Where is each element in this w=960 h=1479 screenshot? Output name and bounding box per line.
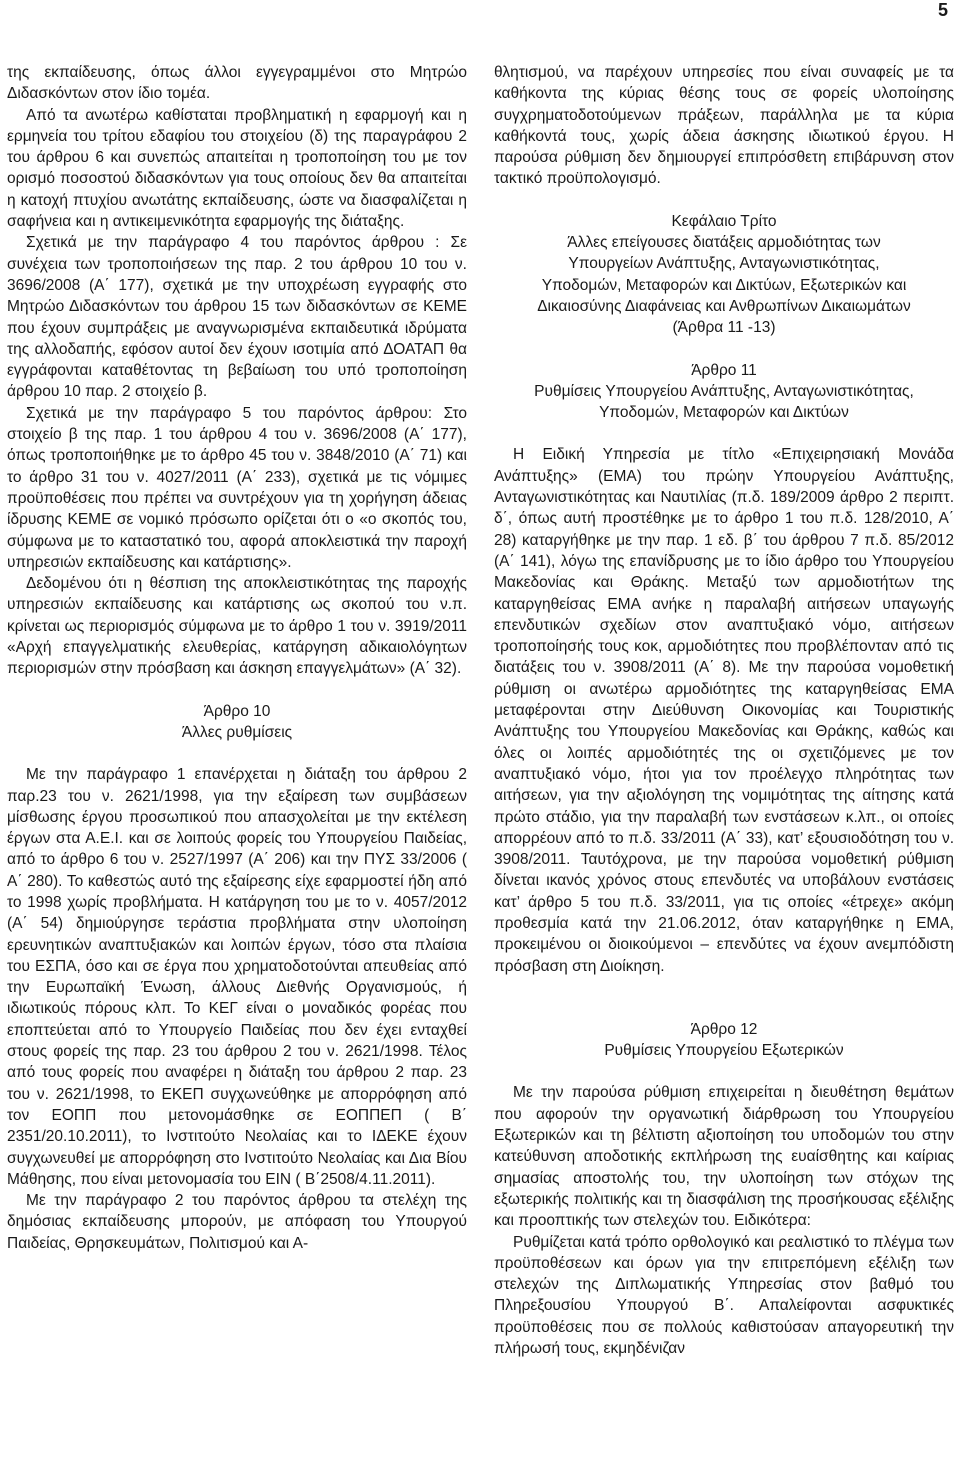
- paragraph: Δεδομένου ότι η θέσπιση της αποκλειστικότητας της παροχής υπηρεσιών εκπαίδευσης και κατάρτισης ως σκοπού του ν.π. κρίνεται ως περιορισμός σύμφωνα με το άρθρο 1 του ν. 3919/2011 «Αρχή επαγγελματικής ελευθερίας, κατάργηση αδικαιολόγητων περιορισμών στην πρόσβαση και άσκηση επαγγελμάτων» (Α΄ 32).: [7, 575, 467, 678]
- chapter-heading-line: Υποδομών, Μεταφορών και Δικτύων, Εξωτερικών και: [541, 276, 907, 294]
- left-column: [7, 62, 467, 1254]
- article-11-title: Άρθρο 11: [691, 361, 757, 379]
- paragraph: Με την παράγραφο 1 επανέρχεται η διάταξη του άρθρου 2 παρ.23 του ν. 2621/1998, για την εξαίρεση των συμβάσεων μίσθωσης έργου προσωπικού που απασχολείται με την εκτέλεση έργων στα Α.Ε.Ι. και σε λοιπούς φορείς του Υπουργείου Παιδείας, από το άρθρο 6 του ν. 2527/1997 (Α΄ 206) και την ΠΥΣ 33/2006 ( Α΄ 280). Το καθεστώς αυτό της εξαίρεσης είχε εφαρμοστεί ήδη από το 1998 χωρίς προβλήματα. Η κατάργηση του με το ν. 4057/2012 (Α΄ 54) δημιούργησε τεράστια προβλήματα στην υλοποίηση ερευνητικών αναπτυξιακών και λοιπών έργων, τόσο στα πλαίσια του ΕΣΠΑ, όσο και σε έργα που χρηματοδοτούνται απευθείας από την Ευρωπαϊκή Ένωση, άλλους Διεθνής Οργανισμούς, ή ιδιωτικούς πόρους κλπ. Το ΚΕΓ είναι ο μοναδικός φορέας που εποπτεύεται από το Υπουργείο Παιδείας που δεν έχει ενταχθεί στους φορείς της παρ. 23 του άρθρου 2 του ν. 2621/1998. Τέλος από τους φορείς που αναφέρει η διάταξη του άρθρου 2 παρ. 23 του ν. 2621/1998, το ΕΚΕΠ συγχωνεύθηκε με απορρόφηση από τον ΕΟΠΠ που μετονομάσθηκε σε ΕΟΠΠΕΠ ( Β΄ 2351/20.10.2011), το Ινστιτούτο Νεολαίας και το ΙΔΕΚΕ έχουν συγχωνευθεί με απορρόφηση στο Ινστιτούτο Νεολαίας και Δια Βίου Μάθησης, που είναι μετονομασία του ΕΙΝ ( Β΄2508/4.11.2011).: [7, 766, 467, 1188]
- paragraph: Από τα ανωτέρω καθίσταται προβληματική η εφαρμογή και η ερμηνεία του τρίτου εδαφίου του στοιχείου (δ) της παραγράφου 2 του άρθρου 6 και συνεπώς απαιτείται η τροποποίηση του με τον ορισμό ποσοστού διδασκόντων για τους οποίους δεν θα απαιτείται η κατοχή πτυχίου ανωτάτης εκπαίδευσης, ώστε να διασφαλίζεται η σαφήνεια και η αντικειμενικότητα εφαρμογής της διάταξης.: [7, 106, 467, 231]
- right-column: [494, 62, 954, 1359]
- chapter-heading-line: Άλλες επείγουσες διατάξεις αρμοδιότητας των: [567, 234, 881, 252]
- paragraph: Ρυθμίζεται κατά τρόπο ορθολογικό και ρεαλιστικό το πλέγμα των προϋποθέσεων και όρων για την επιτρεπόμενη εξέλιξη των στελεχών της Διπλωματικής Υπηρεσίας στον βαθμό του Πληρεξουσίου Υπουργού Β΄. Απαλείφονται ασφυκτικές προϋποθέσεις που σε πολλούς καθιστούσαν απαγορευτική την πλήρωσή τους, εκμηδένιζαν: [494, 1233, 954, 1358]
- paragraph: θλητισμού, να παρέχουν υπηρεσίες που είναι συναφείς με τα καθήκοντα της κύριας θέσης τους σε φορείς υλοποίησης συγχρηματοδοτούμενων πράξεων, παράλληλα με τα κύρια καθήκοντά τους, χωρίς άδεια άσκησης ιδιωτικού έργου. Η παρούσα ρύθμιση δεν δημιουργεί επιπρόσθετη επιβάρυνση στον τακτικό προϋπολογισμό.: [494, 64, 954, 188]
- chapter-title: Κεφάλαιο Τρίτο: [671, 212, 777, 230]
- article-10-subtitle: Άλλες ρυθμίσεις: [181, 723, 293, 741]
- article-11-subtitle: Ρυθμίσεις Υπουργείου Ανάπτυξης, Ανταγωνιστικότητας,: [534, 382, 914, 400]
- page-number: 5: [937, 0, 948, 20]
- paragraph: Σχετικά με την παράγραφο 5 του παρόντος άρθρου: Στο στοιχείο β της παρ. 1 του άρθρου 4 του ν. 3696/2008 (Α΄ 177), όπως τροποποιήθηκε με το άρθρο 45 του ν. 3848/2010 (Α΄ 71) και το άρθρο 31 του ν. 4027/2011 (Α΄ 233), σχετικά με τις νόμιμες προϋποθέσεις που πρέπει να συντρέχουν για τη χορήγηση άδειας ίδρυσης ΚΕΜΕ σε νομικό πρόσωπο ορίζεται ότι ο «ο σκοπός του, σύμφωνα με το καταστατικό του, αφορά αποκλειστικά την παροχή υπηρεσιών εκπαίδευσης και κατάρτισης».: [7, 404, 467, 571]
- chapter-heading-line: Υπουργείων Ανάπτυξης, Ανταγωνιστικότητας,: [568, 255, 880, 273]
- chapter-article-range: (Άρθρα 11 -13): [672, 319, 776, 337]
- paragraph: Με την παρούσα ρύθμιση επιχειρείται η διευθέτηση θεμάτων που αφορούν την οργανωτική διάρθρωση του Υπουργείου Εξωτερικών και τη βέλτιστη αξιοποίηση του υποδομών του στην κατεύθυνση αποδοτικής εκπλήρωση της ευαίσθητης και καίριας σημασίας αποστολής του, την υλοποίηση των στόχων της εξωτερικής πολιτικής και τη διασφάλιση της προσήκουσας εξέλιξης και προοπτικής των στελεχών του. Ειδικότερα:: [494, 1084, 954, 1230]
- paragraph: της εκπαίδευσης, όπως άλλοι εγγεγραμμένοι στο Μητρώο Διδασκόντων στον ίδιο τομέα.: [7, 64, 467, 103]
- chapter-heading-line: Δικαιοσύνης Διαφάνειας και Ανθρωπίνων Δικαιωμάτων: [537, 297, 911, 315]
- paragraph: Η Ειδική Υπηρεσία με τίτλο «Επιχειρησιακή Μονάδα Ανάπτυξης» (ΕΜΑ) του πρώην Υπουργείου Ανάπτυξης, Ανταγωνιστικότητας και Ναυτιλίας (π.δ. 189/2009 άρθρο 2 περιπτ. δ΄, όπως αυτή προστέθηκε με το άρθρο 1 του π.δ. 128/2010, Α΄ 28) καταργήθηκε με την παρ. 1 εδ. β΄ του άρθρου 7 π.δ. 85/2012 (Α΄ 141), λόγω της επανίδρυσης με το ίδιο άρθρο του Υπουργείου Μακεδονίας και Θράκης. Μεταξύ των αρμοδιοτήτων της καταργηθείσας ΕΜΑ ανήκε η παραλαβή αιτήσεων υπαγωγής επενδυτικών σχεδίων στον αναπτυξιακό νόμο, αιτήσεων τροποποίησής τους κοκ, αρμοδιότητες που προβλέπονταν από τις διατάξεις του ν. 3908/2011 (Α΄ 8). Με την παρούσα νομοθετική ρύθμιση οι ανωτέρω αρμοδιότητες της καταργηθείσας ΕΜΑ μεταφέρονται στην Διεύθυνση Οικονομίας και Τουριστικής Ανάπτυξης του Υπουργείου Μακεδονίας και Θράκης, καθώς και όλες οι λοιπές αρμοδιότητές της οι σχετιζόμενες με τον αναπτυξιακό νόμο, ήτοι για τον προέλεγχο πληρότητας των αιτήσεων, για την αξιολόγηση της νομιμότητας της αίτησης κατά πρώτο στάδιο, για την παραλαβή των ενστάσεων κ.λπ., οι οποίες απορρέουν από το π.δ. 33/2011 (Α΄ 33), κατ’ εξουσιοδότηση του ν. 3908/2011. Ταυτόχρονα, με την παρούσα νομοθετική ρύθμιση δίνεται ικανός χρόνος στους επενδυτές να υποβάλουν ενστάσεις κατ’ άρθρο 5 του π.δ. 33/2011, για τις οποίες «έτρεχε» ακόμη προθεσμία κατά την 21.06.2012, όταν καταργήθηκε η ΕΜΑ, προκειμένου οι διοικούμενοι – επενδύτες να έχουν ανεμπόδιστη πρόσβαση στη Διοίκηση.: [494, 446, 954, 975]
- article-11-subtitle: Υποδομών, Μεταφορών και Δικτύων: [599, 404, 849, 422]
- paragraph: Σχετικά με την παράγραφο 4 του παρόντος άρθρου : Σε συνέχεια των τροποποιήσεων της παρ. 2 του άρθρου 10 του ν. 3696/2008 (Α΄ 177), σχετικά με την υποχρέωση εγγραφής στο Μητρώο Διδασκόντων του άρθρου 15 των διδασκόντων σε ΚΕΜΕ που έχουν συμπράξεις με αναγνωρισμένα εκπαιδευτικά ιδρύματα της αλλοδαπής, εφόσον αυτοί δεν έχουν ισοτιμία από ΔΟΑΤΑΠ θα εγγράφονται καταθέτοντας τη βεβαίωση του υπό τροποποίηση άρθρου 10 παρ. 2 στοιχείο β.: [7, 234, 467, 401]
- article-10-title: Άρθρο 10: [203, 702, 271, 720]
- article-12-title: Άρθρο 12: [690, 1020, 758, 1038]
- article-12-subtitle: Ρυθμίσεις Υπουργείου Εξωτερικών: [604, 1042, 844, 1060]
- paragraph: Με την παράγραφο 2 του παρόντος άρθρου τα στελέχη της δημόσιας εκπαίδευσης μπορούν, με απόφαση του Υπουργού Παιδείας, Θρησκευμάτων, Πολιτισμού και Α-: [7, 1192, 467, 1252]
